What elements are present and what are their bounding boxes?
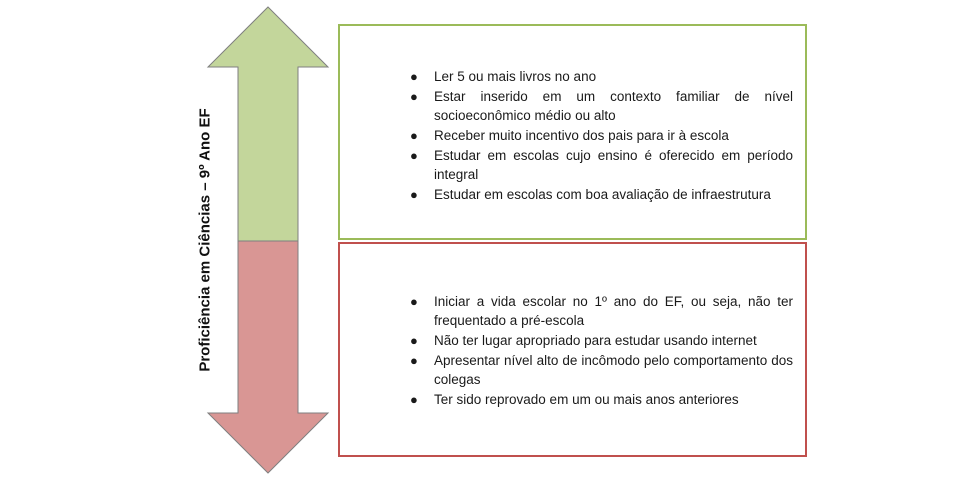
low-factors-list	[410, 292, 793, 410]
bullet-icon: ●	[410, 148, 418, 163]
low-factor-text: Iniciar a vida escolar no 1º ano do EF, ou seja, não ter frequentado a pré-escola	[434, 294, 793, 328]
low-proficiency-box	[338, 242, 807, 457]
bullet-icon: ●	[410, 69, 418, 84]
axis-label: Proficiência em Ciências – 9º Ano EF	[196, 108, 214, 372]
high-proficiency-box	[338, 24, 807, 240]
bullet-icon: ●	[410, 294, 418, 309]
down-arrow-red	[208, 241, 328, 473]
low-factor-text: Apresentar nível alto de incômodo pelo comportamento dos colegas	[434, 353, 793, 387]
bullet-icon: ●	[410, 187, 418, 202]
list-item	[410, 87, 793, 125]
list-item	[410, 126, 793, 145]
high-factor-text: Estudar em escolas com boa avaliação de infraestrutura	[434, 187, 771, 202]
list-item	[410, 390, 793, 409]
bullet-icon: ●	[410, 89, 418, 104]
high-factor-text: Ler 5 ou mais livros no ano	[434, 69, 597, 84]
bullet-icon: ●	[410, 392, 418, 407]
bullet-icon: ●	[410, 353, 418, 368]
list-item	[410, 331, 793, 350]
list-item	[410, 185, 793, 204]
high-factor-text: Estudar em escolas cujo ensino é oferecido em período integral	[434, 148, 793, 182]
low-factor-text: Não ter lugar apropriado para estudar usando internet	[434, 333, 757, 348]
list-item	[410, 351, 793, 389]
up-arrow-green	[208, 7, 328, 241]
high-factor-text: Receber muito incentivo dos pais para ir à escola	[434, 128, 729, 143]
list-item	[410, 67, 793, 86]
bullet-icon: ●	[410, 128, 418, 143]
list-item	[410, 146, 793, 184]
high-factors-list	[410, 67, 793, 205]
low-factor-text: Ter sido reprovado em um ou mais anos anteriores	[434, 392, 739, 407]
list-item	[410, 292, 793, 330]
bullet-icon: ●	[410, 333, 418, 348]
high-factor-text: Estar inserido em um contexto familiar de nível socioeconômico médio ou alto	[434, 89, 793, 123]
